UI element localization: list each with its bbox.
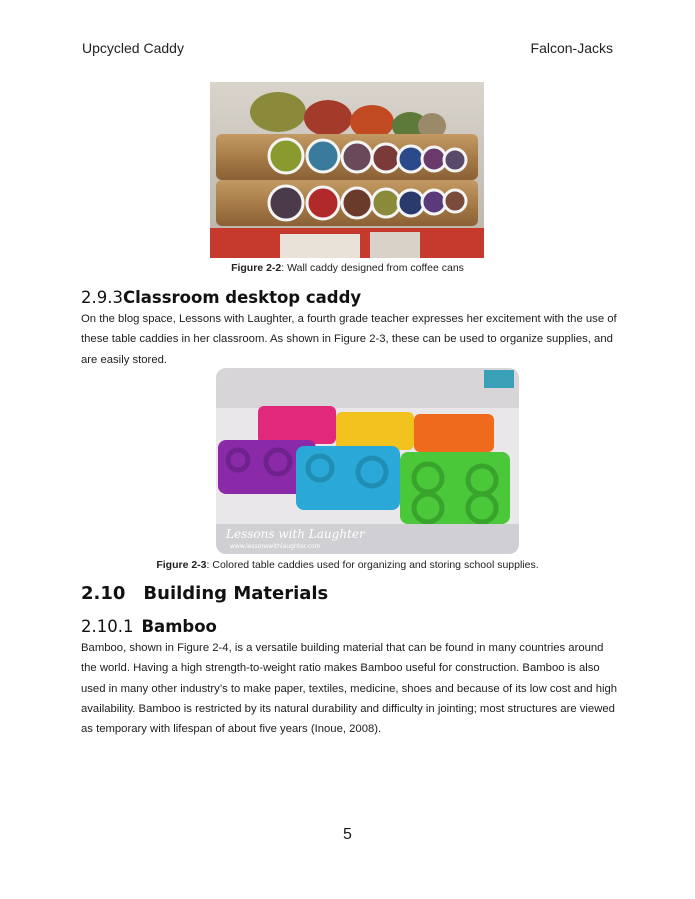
running-header-authors: Falcon-Jacks bbox=[530, 40, 613, 56]
section-2-10-1-heading bbox=[81, 617, 217, 636]
figure-2-3-image bbox=[216, 368, 519, 554]
section-number: 2.10.1 bbox=[81, 617, 134, 636]
table-caddies-illustration bbox=[216, 368, 519, 554]
running-header-title: Upcycled Caddy bbox=[82, 40, 184, 56]
figure-2-3-caption bbox=[0, 559, 695, 571]
watermark-url: www.lessonswithlaughter.com bbox=[230, 543, 321, 550]
page-number: 5 bbox=[343, 826, 352, 843]
figure-2-2-image bbox=[210, 82, 484, 258]
section-2-9-3-heading bbox=[81, 288, 361, 307]
section-2-9-3-body: On the blog space, Lessons with Laughter, a fourth grade teacher expresses her excitement with the use of these table caddies in her classroom. As shown in Figure 2-3, these can be used to organize supplies, and are easily stored. bbox=[81, 313, 617, 366]
figure-2-3-caption-text: : Colored table caddies used for organizing and storing school supplies. bbox=[206, 559, 539, 571]
figure-2-2-caption-text: : Wall caddy designed from coffee cans bbox=[281, 262, 464, 274]
figure-2-2-label: Figure 2-2 bbox=[231, 262, 282, 274]
section-number: 2.9.3 bbox=[81, 288, 123, 307]
section-title: Classroom desktop caddy bbox=[122, 288, 362, 307]
figure-2-3-label: Figure 2-3 bbox=[156, 559, 207, 571]
section-title: Building Materials bbox=[143, 583, 329, 604]
section-number: 2.10 bbox=[81, 583, 126, 604]
section-title: Bamboo bbox=[141, 617, 217, 636]
section-2-10-heading bbox=[81, 583, 328, 604]
watermark-title: Lessons with Laughter bbox=[226, 527, 365, 541]
coffee-can-caddy-illustration bbox=[210, 82, 484, 258]
figure-2-2-caption bbox=[0, 262, 695, 274]
section-2-10-1-body: Bamboo, shown in Figure 2-4, is a versatile building material that can be found in many countries around the world. Having a high strength-to-weight ratio makes Bamboo useful for construction. Bamboo is also used in many other industry’s to make paper, textiles, medicine, shoes and because of its low cost and high availability. Bamboo is restricted by its natural durability and difficulty in jointing; most structures are viewed as temporary with lifespan of about five years (Inoue, 2008). bbox=[81, 642, 618, 736]
